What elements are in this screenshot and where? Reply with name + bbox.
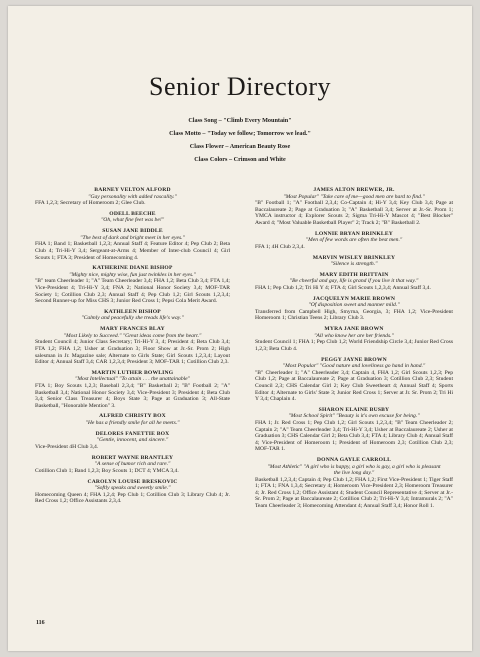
senior-quote: "He has a friendly smile for all he meets." [85,420,180,427]
senior-quote: "Most Likely to Succeed." "Great ideas come from the heart." [63,332,202,339]
senior-activities: FFA 1; 4H Club 2,3,4. [255,243,305,250]
left-column [35,187,230,509]
senior-name: MARY EDITH BRITTAIN [319,271,389,278]
senior-name: KATHLEEN BISHOP [104,308,161,315]
senior-activities: Student Council 4; Junior Class Secretary; Tri-Hi-Y 3, 4; President 4; Beta Club 3,4; FTA 1,2; FHA 1,2; Usher at Graduation 3; Floor Show at Jr.-Sr. Prom 2; High salesman in Jr. Magazine sale; Alternate to Girls State; Girl Scouts 1,2,3,4; Layout Editor 4; Annual Staff 3,4; CAR 1,2,3,4; President 3; MOF-TAR 1; Cotillion Club 2,3. [35,339,230,366]
class-motto: Class Motto – "Today we follow; Tomorrow we lead." [169,130,311,137]
senior-activities: Student Council 1; FHA 1; Pep Club 1,2; World Friendship Circle 3,4; Junior Red Cross 1,2,3; Beta Club 4. [255,339,453,352]
senior-name: CAROLYN LOUISE BRESKOVIC [87,478,178,485]
yearbook-page [8,6,472,651]
class-flower: Class Flower – American Beauty Rose [189,143,291,150]
senior-entry [255,326,453,352]
senior-activities: Basketball 1,2,3,4; Captain 4; Pep Club 1,2; FHA 1,2; First Vice-President 1; Tiger Staff 1; FTA 1; FNA 1,3,4; Secretary 4; Homeroom Vice-President 2,3; Homeroom Treasurer 4; Jr. Red Cross 1,2; Office Assistant 4; Student Council Representative 4; Server at Jr.-Sr. Prom 2; Page at Baccalaureate 2; Cotillion Club 2; Tri-Hi-Y 3,4; Intramurals 2; "A" Team Cheerleader 3; Homecoming Attendant 4; Annual Staff 3,4; Honor Roll 1. [255,476,453,509]
senior-activities: Homecoming Queen 4; FHA 1,2,4; Pep Club 1; Cotillion Club 3; Library Club 4; Jr. Red Cross 1,2; Office Assistants 2,3,4. [35,491,230,505]
senior-quote: "Men of few words are often the best men." [305,237,403,244]
senior-quote: "Silence is strength." [330,261,378,268]
senior-name: KATHERINE DIANE BISHOP [92,265,173,272]
senior-quote: "The best of dark and bright meet in her eyes." [80,234,185,241]
senior-quote: "Be cheerful and gay, life is grand if you live it that way." [289,278,419,285]
senior-quote: "A sense of humor rich and rare." [94,461,171,468]
senior-entry [35,326,230,365]
senior-activities: FTA 1; Boy Scouts 1,2,3; Baseball 2,3,4; "B" Basketball 2; "B" Football 2; "A" Basketball 3,4; National Honor Society 3,4; Vice-President 3; President 4; Beta Club 3,4; Senior Class Treasurer 4; Boys State 3; Page at Graduation 3; All-State Basketball, "Honorable Mention" 3. [35,383,230,409]
senior-entry [255,296,453,322]
senior-quote: "Most Athletic" "A girl who is happy, a girl who is gay, a girl who is pleasant the live long day." [267,463,441,477]
senior-entry [35,211,230,224]
senior-activities: Cotillion Club 1; Band 1,2,3; Boy Scouts 1; DCT 4; YMCA 3,4. [35,467,179,474]
senior-activities: FHA 1; Jr. Red Cross 1; Pep Club 1,2; Girl Scouts 1,2,3,4; "B" Team Cheerleader 2; Captain 2; "A" Team Cheerleader 3,4; Tri-Hi-Y 3,4; Usher at Baccalaureate 2; Usher at Graduation 3; CHS Calendar Girl 2; Beta Club 3,4; FTA 4; Library Club 4; Annual Staff 4; Vice-President of Homeroom 1; President of Homeroom 2,3; Cotillion Club 2,3; MOF-TAR 1. [255,420,453,453]
senior-entry [35,479,230,505]
senior-activities: Vice-President 4H Club 3,4. [35,443,99,450]
senior-name: BARNEY VELTON ALFORD [94,187,171,193]
senior-quote: "Most School Spirit" "Beauty is it's own excuse for being." [288,413,420,420]
senior-entry [255,272,453,292]
senior-activities: "B" Cheerleader 1; "A" Cheerleader 3,4; Captain 4, FHA 1,2; Girl Scouts 1,2,3; Pep Club 1,2; Page at Baccalaureate 2; Page at Graduation 3; Cotillion Club 2,3; Student Council 2,3; CHS Calendar Girl 2; Key Club Sweetheart 4; Annual Staff 4; Sports Editor 4; Alternate to Girls' State 3; Junior Red Cross 1; Server at Jr. Sr. Prom 2; Tri Hi Y 3,4; Chaplain 4. [255,369,453,403]
senior-name: ALFRED CHRISTY BOX [99,413,166,420]
senior-quote: "All who know her are her friends." [314,332,394,339]
senior-name: ODELL BEECHE [109,210,156,217]
senior-quote: "Mighty nice, mighty wise, fun just twinkles in her eyes." [69,271,196,278]
senior-entry [35,265,230,304]
class-song: Class Song – "Climb Every Mountain" [188,117,292,124]
senior-name: ROBERT WAYNE BRANTLEY [91,454,174,461]
senior-entry [35,431,230,451]
senior-quote: "Softly speaks and sweetly smile." [94,485,171,492]
right-column [255,187,453,514]
page-title: Senior Directory [148,72,331,101]
senior-quote: "Most Popular" "Good nature and loveliness go hand in hand." [282,363,426,370]
senior-quote: "Calmly and peacefully she treads life's way." [81,315,184,322]
senior-activities: "B" team Cheerleader 1; "A" Team Cheerleader 3,4; FHA 1,2; Beta Club 3,4; FTA 1,4; Vice-President 4; Tri-Hi-Y 3,4; FNA 2; National Honor Society 3,4; MOF-TAR Society 1; Cotillion Club 2,3; Annual Staff 4; Pep Club 1,2; Girl Scouts 1,2,3,4; Second Runner-up for Miss CHS 3; Junior Red Cross 1; Pepsi Cola Merit Award. [35,278,230,305]
senior-quote: "Most Popular" "Take care of me—good men are hard to find." [283,193,425,200]
senior-name: MARY FRANCES BLAY [100,326,165,333]
senior-entry [255,407,453,453]
senior-quote: "Oh, what fine feet was be!" [100,217,165,224]
senior-entry [35,455,230,475]
senior-entry [255,231,453,251]
senior-quote: "Of disposition sweet and manner mild." [308,302,400,309]
senior-name: LONNIE BRYAN BRINKLEY [314,230,394,237]
senior-name: JACQUELYN MARIE BROWN [312,295,396,302]
senior-name: DELORES FANETTIE BOX [95,430,170,437]
senior-name: MARTIN LUTHER BOWLING [91,369,174,376]
senior-entry [35,187,230,207]
senior-name: JAMES ALTON BREWER, JR. [313,187,395,193]
page-number: 116 [36,620,45,626]
senior-activities: "B" Football 1; "A" Football 2,3,4; Co-Captain 4; Hi-Y 3,4; Key Club 3,4; Page at Baccalaureate 2; Page at Graduation 3; "A" Basketball 3,4; Server at Jr.-Sr. Prom 1; YMCA instructor 4; Explorer Scouts 2; Sigma Tri-Hi-Y Mascot 4; "Best Blocker" Award 4; "Most Valuable Basketball Player" 2; Track 2; "B" Basketball 2. [255,200,453,226]
senior-activities: FHA 1; Band 1; Basketball 1,2,3; Annual Staff 4; Feature Editor 4; Pep Club 2; Beta Club 4; Tri-Hi-Y 3,4; Sergeant-at-Arms 4; Member of Inter-club Council 4; Girl Scouts 1; FTA 3; President of Homecoming 4. [35,241,230,261]
senior-quote: "Gay personality with added rascality." [88,193,177,200]
senior-name: MARVIN WISLEY BRINKLEY [312,254,396,261]
senior-quote: "Most Intellectual" "To attain . . . the unattainable" [75,376,190,383]
class-info [8,114,472,166]
senior-entry [255,187,453,226]
senior-activities: Transferred from Campbell High, Smyrna, Georgia, 3; FHA 1,2; Vice-President Homeroom 1; Christian Teens 2; Library Club 3. [255,308,453,322]
senior-quote: "Gentle, innocent, and sincere." [96,437,169,444]
senior-name: PEGGY JAYNE BROWN [321,356,387,363]
class-colors: Class Colors – Crimson and White [194,156,286,163]
senior-entry [255,357,453,403]
senior-entry [35,370,230,409]
senior-name: SHARON ELAINE BUSBY [318,406,390,413]
senior-entry [35,309,230,322]
senior-name: DONNA GAYLE CARROLL [316,457,392,464]
senior-activities: FHA 1; Pep Club 1,2; Tri Hi Y 4; FTA 4; Girl Scouts 1,2,3,4; Annual Staff 3,4. [255,285,431,291]
senior-entry [35,228,230,261]
senior-entry [35,413,230,426]
senior-activities: FFA 1,2,3; Secretary of Homeroom 2; Glee Club. [35,200,146,207]
senior-entry [255,457,453,509]
senior-entry [255,255,453,268]
senior-name: SUSAN JANE BIDDLE [102,228,163,235]
senior-name: MYRA JANE BROWN [324,326,384,333]
